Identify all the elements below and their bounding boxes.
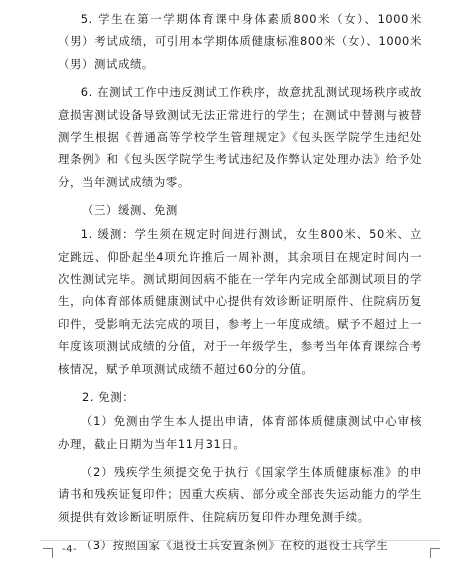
- page-number: -4-: [62, 544, 78, 555]
- margin-corner-mark-right: [430, 548, 440, 558]
- paragraph-item-6: 6. 在测试工作中违反测试工作秩序，故意扰乱测试现场秩序或故意损害测试设备导致测试无法正常进行的学生；在测试中替测与被替测学生根据《普通高等学校学生管理规定》《包头医学院学生违纪处理条例》和《包头医学院学生考试违纪及作弊认定处理办法》给予处分，当年测试成绩为零。: [58, 85, 422, 189]
- paragraph-exemption-3: （3）按照国家《退役士兵安置条例》在校的退役士兵学生: [80, 538, 389, 553]
- section-heading-deferral-exemption: （三）缓测、免测: [82, 203, 178, 218]
- subheading-exemption: 2. 免测：: [82, 390, 135, 405]
- footer-divider: [40, 540, 440, 541]
- margin-corner-mark-left: [43, 548, 53, 558]
- paragraph-exemption-1: （1）免测由学生本人提出申请，体育部体质健康测试中心审核办理，截止日期为当年11月31日。: [58, 414, 422, 451]
- paragraph-deferred-testing: 1. 缓测：学生须在规定时间进行测试，女生800米、50米、立定跳远、仰卧起坐4项允许推后一周补测，其余项目在规定时间内一次性测试完毕。测试期间因病不能在一学年内完成全部测试项目的学生，向体育部体质健康测试中心提供有效诊断证明原件、住院病历复印件，受影响无法完成的项目，参考上一年度成绩。赋予不超过上一年度该项测试成绩的分值，对于一年级学生，参考当年体育课综合考核情况，赋予单项测试成绩不超过60分的分值。: [58, 227, 422, 376]
- paragraph-item-5: 5. 学生在第一学期体育课中身体素质800米（女）、1000米（男）考试成绩，可引用本学期体质健康标准800米（女）、1000米（男）测试成绩。: [58, 12, 422, 71]
- document-body: [58, 8, 422, 563]
- paragraph-exemption-2: （2）残疾学生须提交免于执行《国家学生体质健康标准》的申请书和残疾证复印件；因重大疾病、部分或全部丧失运动能力的学生须提供有效诊断证明原件、住院病历复印件办理免测手续。: [58, 464, 422, 524]
